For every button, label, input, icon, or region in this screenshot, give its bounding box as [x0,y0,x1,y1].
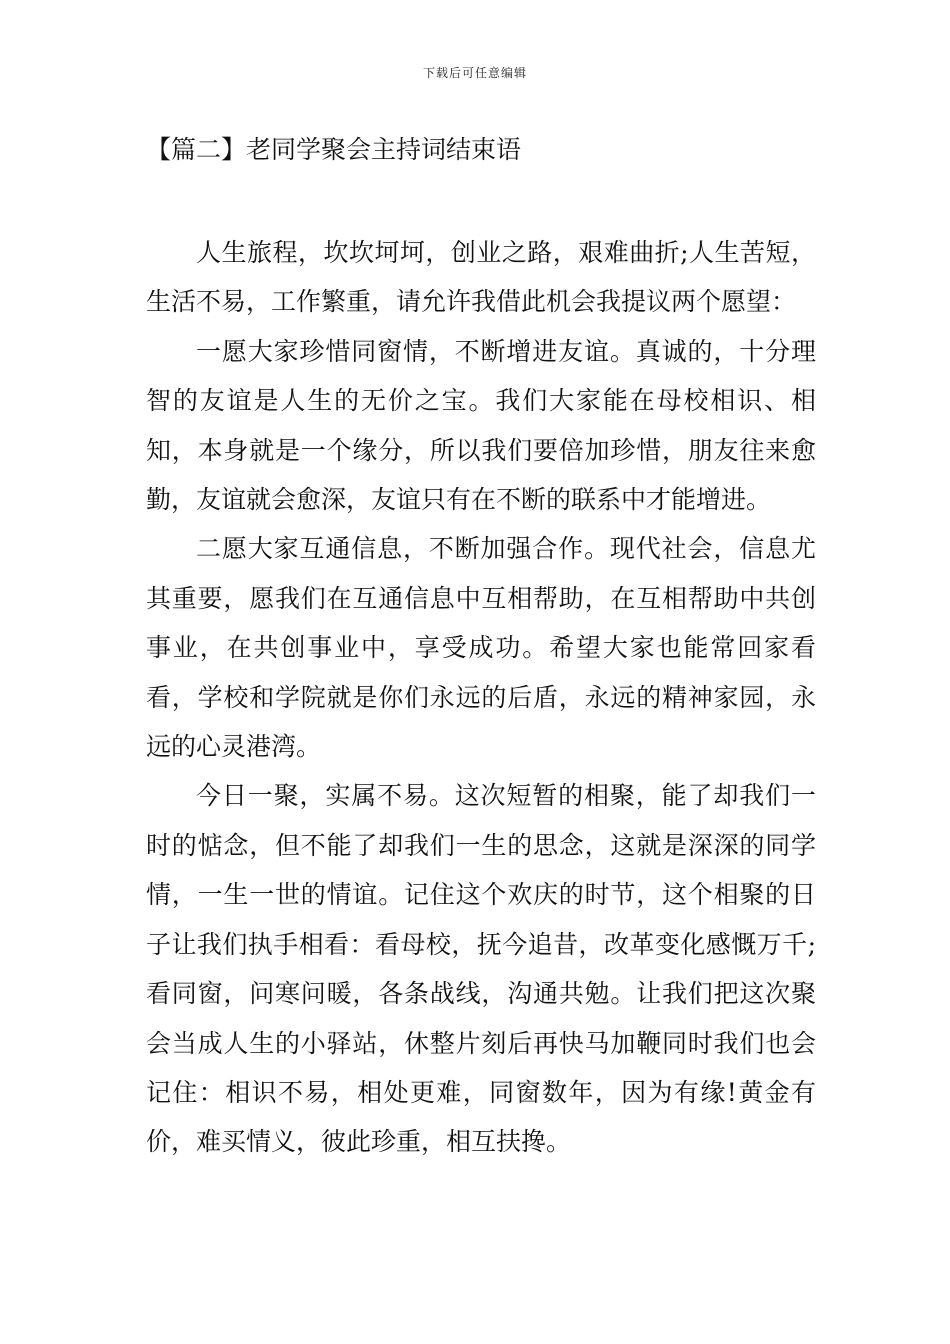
paragraph-4: 今日一聚，实属不易。这次短暂的相聚，能了却我们一时的惦念，但不能了却我们一生的思念，这就是深深的同学情，一生一世的情谊。记住这个欢庆的时节，这个相聚的日子让我们执手相看：看母校，抚今追昔，改革变化感慨万千;看同窗，问寒问暖，各条战线，沟通共勉。让我们把这次聚会当成人生的小驿站，休整片刻后再快马加鞭同时我们也会记住：相识不易，相处更难，同窗数年，因为有缘!黄金有价，难买情义，彼此珍重，相互扶搀。 [146,781,816,1157]
paragraph-1: 人生旅程，坎坎坷坷，创业之路，艰难曲折;人生苦短，生活不易，工作繁重，请允许我借此机会我提议两个愿望： [146,238,816,317]
header-note: 下载后可任意编辑 [422,66,527,80]
paragraph-2: 一愿大家珍惜同窗情，不断增进友谊。真诚的，十分理智的友谊是人生的无价之宝。我们大家能在母校相识、相知，本身就是一个缘分，所以我们要倍加珍惜，朋友往来愈勤，友谊就会愈深，友谊只有在不断的联系中才能增进。 [146,336,816,515]
document-body [146,228,816,1167]
document-title: 【篇二】老同学聚会主持词结束语 [146,135,522,164]
paragraph-3: 二愿大家互通信息，不断加强合作。现代社会，信息尤其重要，愿我们在互通信息中互相帮助，在互相帮助中共创事业，在共创事业中，享受成功。希望大家也能常回家看看，学校和学院就是你们永远的后盾，永远的精神家园，永远的心灵港湾。 [146,534,816,762]
